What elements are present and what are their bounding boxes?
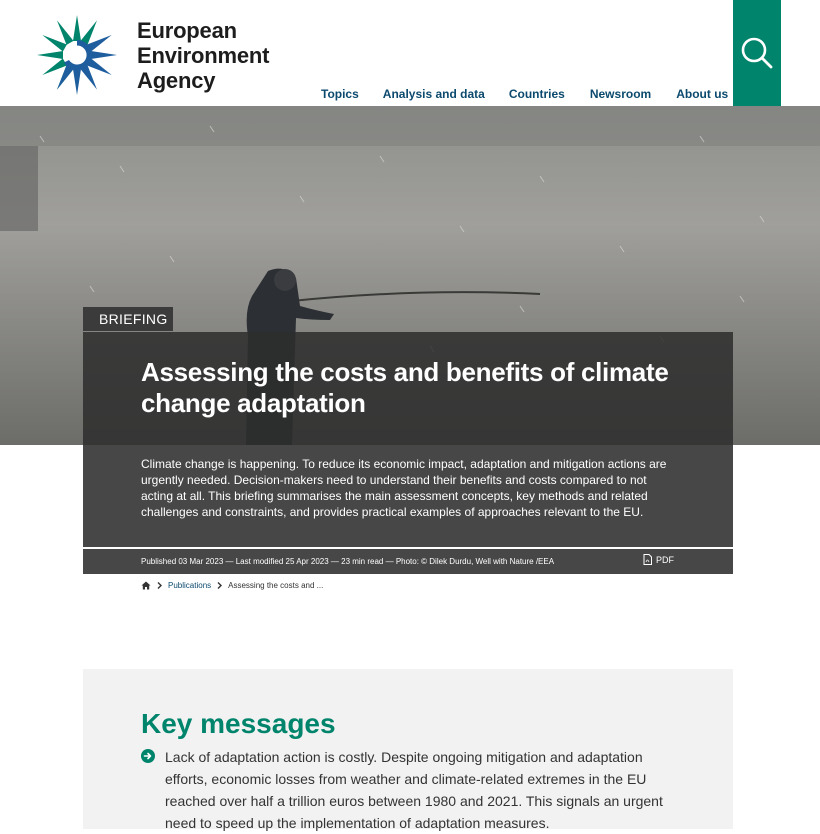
nav-about-us[interactable]: About us [676, 87, 729, 101]
site-name-line-1: European [137, 18, 237, 43]
content-type-badge: BRIEFING [83, 307, 173, 331]
key-message-text: Lack of adaptation action is costly. Despite ongoing mitigation and adaptation efforts, economic losses from weather and climate-related extremes in the EU reached over half a trillion euros between 1980 and 2021. This signals an urgent need to speed up the implementation of adaptation measures. [165, 749, 663, 831]
nav-topics[interactable]: Topics [321, 87, 359, 101]
page-title: Assessing the costs and benefits of climate change adaptation [141, 357, 669, 418]
arrow-circle-right-icon [141, 749, 155, 763]
chevron-right-icon [217, 582, 222, 589]
key-message-item [141, 746, 681, 834]
chevron-right-icon [157, 582, 162, 589]
search-button[interactable] [733, 0, 781, 106]
page-summary: Climate change is happening. To reduce its economic impact, adaptation and mitigation actions are urgently needed. Decision-makers need to understand their benefits and costs compared to not acting at all. This briefing summarises the main assessment concepts, key methods and related challenges and constraints, and provides practical examples of approaches relevant to the EU. [141, 457, 667, 519]
site-name-line-3: Agency [137, 68, 216, 93]
pdf-label: PDF [656, 554, 674, 565]
key-messages-title: Key messages [141, 708, 336, 739]
main-nav [309, 87, 740, 101]
publication-meta: Published 03 Mar 2023 — Last modified 25 Apr 2023 — 23 min read — Photo: © Dilek Durdu, Well with Nature /EEA [141, 557, 555, 566]
nav-countries[interactable]: Countries [508, 87, 565, 101]
eea-logo-icon[interactable] [34, 12, 120, 98]
file-pdf-icon [643, 554, 652, 565]
pdf-download-button[interactable] [643, 554, 674, 565]
home-icon[interactable] [141, 581, 151, 590]
search-icon [740, 36, 774, 70]
breadcrumb [141, 581, 323, 590]
nav-analysis-and-data[interactable]: Analysis and data [382, 87, 485, 101]
site-header [0, 0, 820, 106]
breadcrumb-publications[interactable]: Publications [168, 581, 212, 590]
site-name-line-2: Environment [137, 43, 270, 68]
breadcrumb-current: Assessing the costs and ... [228, 581, 324, 590]
nav-newsroom[interactable]: Newsroom [589, 87, 652, 101]
site-name[interactable] [137, 18, 269, 93]
